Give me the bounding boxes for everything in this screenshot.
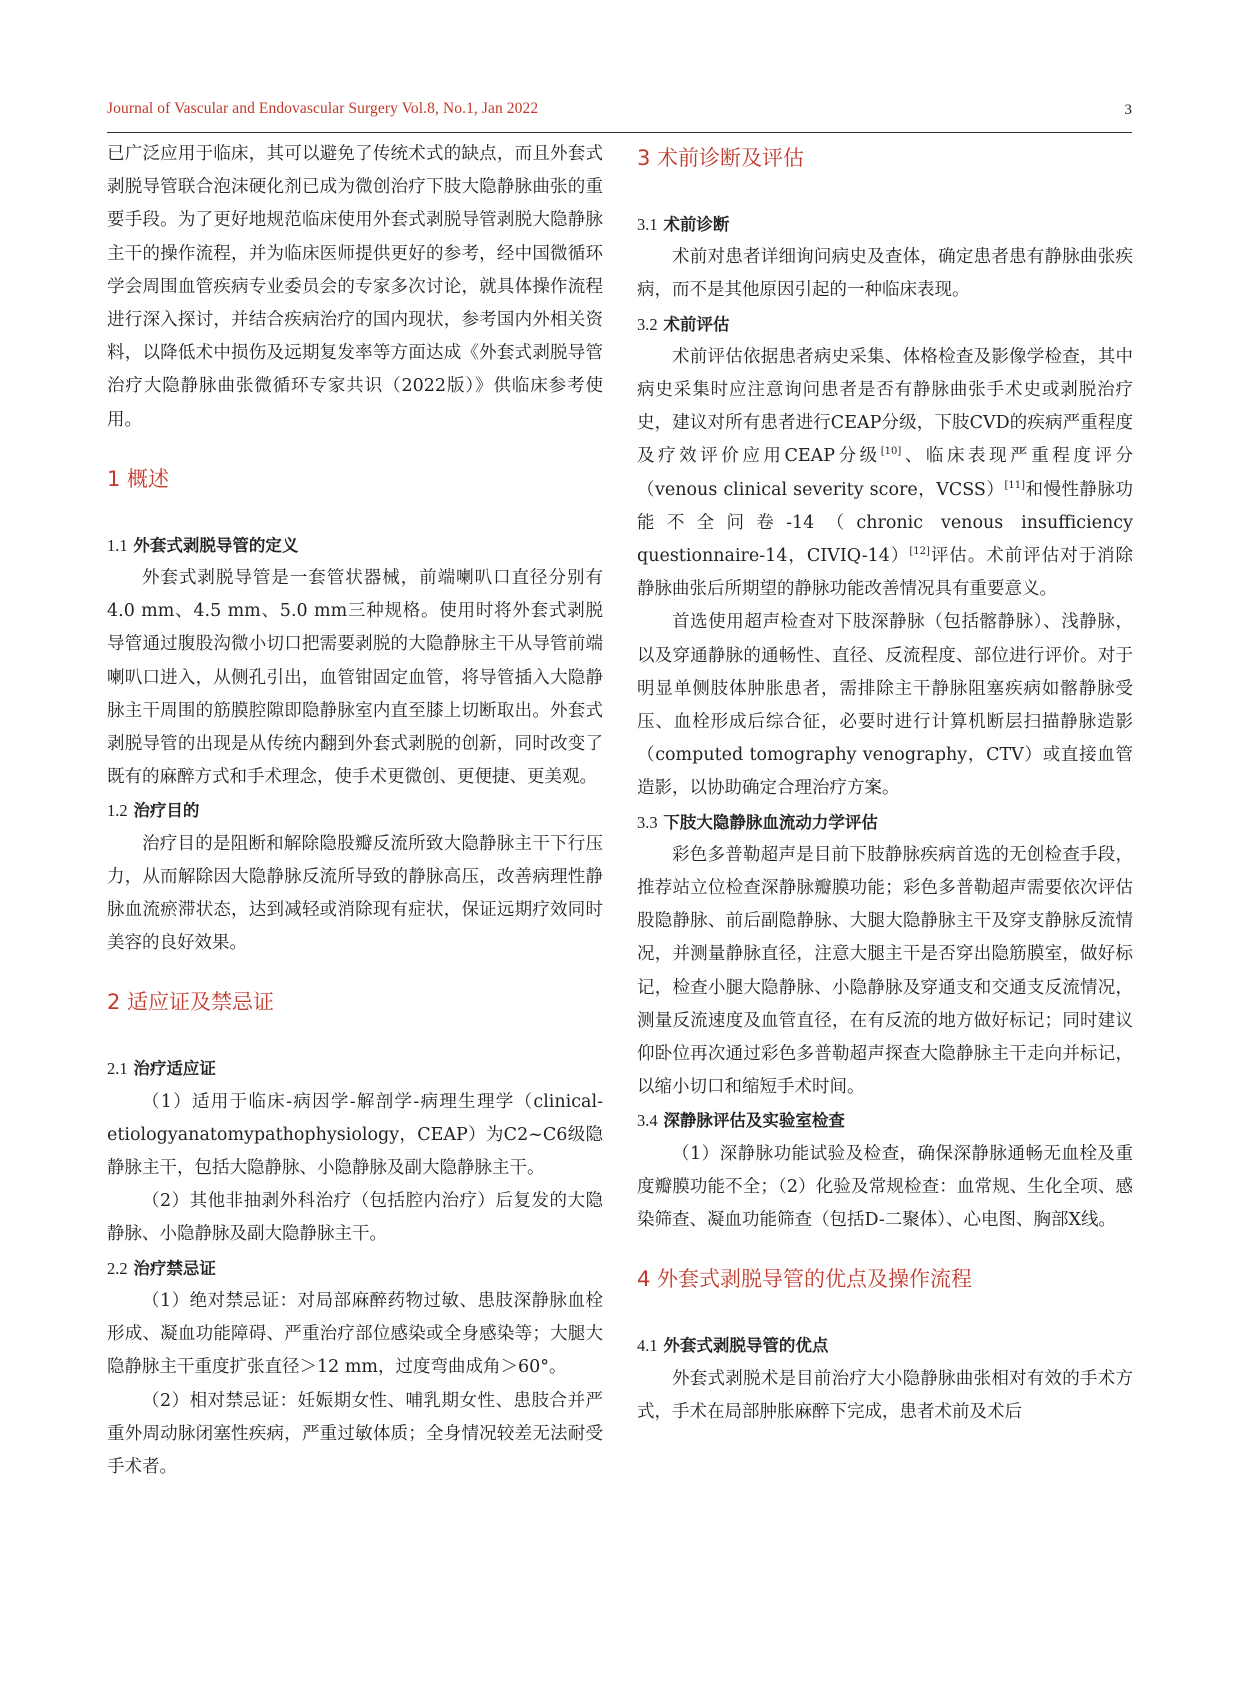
citation-12[interactable]: [12] xyxy=(909,546,930,558)
subsection-3-1-heading: 3.1 术前诊断 xyxy=(637,215,730,234)
subsection-3-4-paragraph: （1）深静脉功能试验及检查，确保深静脉通畅无血栓及重度瓣膜功能不全；（2）化验及常规检查：血常规、生化全项、感染筛查、凝血功能筛查（包括D-二聚体）、心电图、胸部X线。 xyxy=(637,1143,1133,1231)
subsection-1-1-paragraph: 外套式剥脱导管是一套管状器械，前端喇叭口直径分别有4.0 mm、4.5 mm、5.0 mm三种规格。使用时将外套式剥脱导管通过腹股沟微小切口把需要剥脱的大隐静脉主干从导管前端喇叭口进入，从侧孔引出，血管钳固定血管，将导管插入大隐静脉主干周围的筋膜腔隙即隐静脉室内直至膝上切断取出。外套式剥脱导管的出现是从传统内翻到外套式剥脱的创新，同时改变了既有的麻醉方式和手术理念，使手术更微创、更便捷、更美观。 xyxy=(107,568,603,788)
indication-2-paragraph: （2）其他非抽剥外科治疗（包括腔内治疗）后复发的大隐静脉、小隐静脉及副大隐静脉主干。 xyxy=(107,1191,603,1245)
subsection-2-2-heading: 2.2 治疗禁忌证 xyxy=(107,1258,216,1278)
subsection-3-1-paragraph: 术前对患者详细询问病史及查体，确定患者患有静脉曲张疾病，而不是其他原因引起的一种临床表现。 xyxy=(637,247,1133,301)
subsection-3-2-paragraph-1: 术前评估依据患者病史采集、体格检查及影像学检查，其中病史采集时应注意询问患者是否有静脉曲张手术史或剥脱治疗史，建议对所有患者进行CEAP分级，下肢CVD的疾病严重程度及疗效评价应用CEAP分级[10]、临床表现严重程度评分（venous clinical severity score，VCSS）[11]和慢性静脉功能不全问卷-14（chronic venous insufficiency questionnaire-14，CIVIQ-14）[12]评估。术前评估对于消除静脉曲张后所期望的静脉功能改善情况具有重要意义。 xyxy=(637,346,1134,600)
subsection-3-2-heading: 3.2 术前评估 xyxy=(637,314,730,334)
section-2-heading: 2 适应证及禁忌证 xyxy=(107,990,275,1015)
subsection-1-1-heading: 1.1 外套式剥脱导管的定义 xyxy=(107,535,299,555)
citation-10[interactable]: [10] xyxy=(880,446,902,458)
citation-11[interactable]: [11] xyxy=(1004,479,1025,491)
subsection-3-3-heading: 3.3 下肢大隐静脉血流动力学评估 xyxy=(637,812,878,832)
running-header xyxy=(107,96,1132,133)
subsection-1-2-paragraph: 治疗目的是阻断和解除隐股瓣反流所致大隐静脉主干下行压力，从而解除因大隐静脉反流所导致的静脉高压，改善病理性静脉血流瘀滞状态，达到减轻或消除现有症状，保证远期疗效同时美容的良好效果。 xyxy=(107,833,603,954)
right-column xyxy=(637,138,1133,1429)
section-4-heading: 4 外套式剥脱导管的优点及操作流程 xyxy=(637,1267,973,1292)
left-column xyxy=(107,138,603,1484)
subsection-2-1-heading: 2.1 治疗适应证 xyxy=(107,1059,216,1079)
subsection-3-3-paragraph: 彩色多普勒超声是目前下肢静脉疾病首选的无创检查手段，推荐站立位检查深静脉瓣膜功能；彩色多普勒超声需要依次评估股隐静脉、前后副隐静脉、大腿大隐静脉主干及穿支静脉反流情况，并测量静脉直径，注意大腿主干是否穿出隐筋膜室，做好标记，检查小腿大隐静脉、小隐静脉及穿通支和交通支反流情况，测量反流速度及血管直径，在有反流的地方做好标记；同时建议仰卧位再次通过彩色多普勒超声探查大隐静脉主干走向并标记，以缩小切口和缩短手术时间。 xyxy=(637,844,1133,1098)
contraindication-2-paragraph: （2）相对禁忌证：妊娠期女性、哺乳期女性、患肢合并严重外周动脉闭塞性疾病，严重过敏体质；全身情况较差无法耐受手术者。 xyxy=(107,1390,603,1477)
page-number: 3 xyxy=(1124,102,1132,118)
indication-1-paragraph: （1）适用于临床-病因学-解剖学-病理生理学（clinical-etiologyanatomypathophysiology，CEAP）为C2~C6级隐静脉主干，包括大隐静脉、小隐静脉及副大隐静脉主干。 xyxy=(107,1091,603,1179)
subsection-4-1-heading: 4.1 外套式剥脱导管的优点 xyxy=(637,1336,829,1356)
subsection-4-1-paragraph: 外套式剥脱术是目前治疗大小隐静脉曲张相对有效的手术方式，手术在局部肿胀麻醉下完成，患者术前及术后 xyxy=(637,1368,1133,1422)
contraindication-1-paragraph: （1）绝对禁忌证：对局部麻醉药物过敏、患肢深静脉血栓形成、凝血功能障碍、严重治疗部位感染或全身感染等；大腿大隐静脉主干重度扩张直径＞12 mm，过度弯曲成角＞60°。 xyxy=(107,1290,603,1378)
section-3-heading: 3 术前诊断及评估 xyxy=(637,146,805,170)
intro-paragraph: 已广泛应用于临床，其可以避免了传统术式的缺点，而且外套式剥脱导管联合泡沫硬化剂已成为微创治疗下肢大隐静脉曲张的重要手段。为了更好地规范临床使用外套式剥脱导管剥脱大隐静脉主干的操作流程，并为临床医师提供更好的参考，经中国微循环学会周围血管疾病专业委员会的专家多次讨论，就具体操作流程进行深入探讨，并结合疾病治疗的国内现状，参考国内外相关资料，以降低术中损伤及远期复发率等方面达成《外套式剥脱导管治疗大隐静脉曲张微循环专家共识（2022版）》供临床参考使用。 xyxy=(107,144,603,430)
subsection-3-2-paragraph-2: 首选使用超声检查对下肢深静脉（包括髂静脉）、浅静脉，以及穿通静脉的通畅性、直径、反流程度、部位进行评价。对于明显单侧肢体肿胀患者，需排除主干静脉阻塞疾病如髂静脉受压、血栓形成后综合征，必要时进行计算机断层扫描静脉造影（computed tomography venography，CTV）或直接血管造影，以协助确定合理治疗方案。 xyxy=(637,612,1133,799)
subsection-3-4-heading: 3.4 深静脉评估及实验室检查 xyxy=(637,1111,845,1131)
subsection-1-2-heading: 1.2 治疗目的 xyxy=(107,801,200,821)
section-1-heading: 1 概述 xyxy=(107,466,170,491)
journal-citation: Journal of Vascular and Endovascular Surgery Vol.8, No.1, Jan 2022 xyxy=(107,100,539,117)
